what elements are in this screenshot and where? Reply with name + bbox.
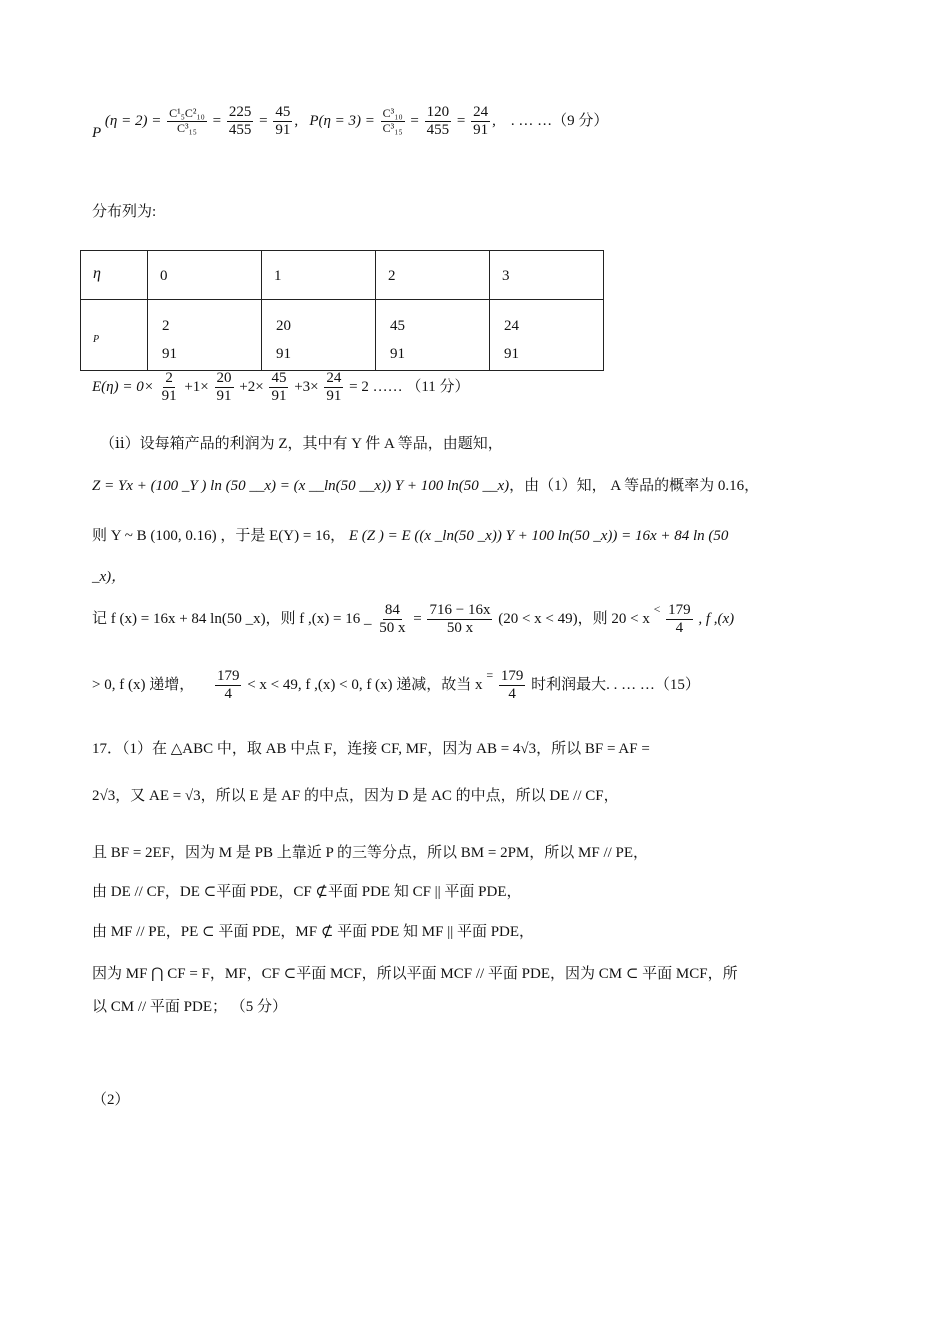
part-ii-intro: （ⅱ）设每箱产品的利润为 Z，其中有 Y 件 A 等品，由题知，: [100, 436, 503, 452]
prob-cell-3: 24 91: [504, 318, 519, 362]
e-frac-4: $\frac{24}{91}$: [326, 370, 342, 405]
mono-frac-1: $\frac{179}{4}$: [216, 668, 240, 703]
eta-value-3: 3: [502, 268, 510, 284]
f-frac-3: $\frac{179}{4}$: [668, 602, 691, 637]
q17-line-6: 因为 MF ⋂ CF = F，MF，CF ⊂平面 MCF，所以平面 MCF // 平面 PDE，因为 CM ⊂ 平面 MCF，所: [92, 966, 738, 982]
e-frac-2: $\frac{20}{91}$: [216, 370, 232, 405]
table-row: [81, 251, 604, 300]
part-2-label: （2）: [92, 1092, 130, 1108]
eq3-lhs: P(η = 3) =: [309, 113, 375, 130]
q17-line-3: 且 BF = 2EF，因为 M 是 PB 上靠近 P 的三等分点，所以 BM = 2PM，所以 MF // PE，: [92, 845, 649, 861]
f-frac-1: $\frac{84}{50 x}$: [379, 602, 406, 637]
eq2-lhs: (η = 2) =: [104, 113, 162, 130]
eq3-frac1: $\frac{120}{455}$: [426, 104, 450, 139]
binomial-cont: _x)，: [92, 569, 127, 585]
f-derivative-line: 记 f (x) = 16x + 84 ln(50 _x)，则 f ,(x) = 16 _ $\frac{84}{50 x}$ = $\frac{716 - 16x}{50 x}$ (20 < x < 49)，则 20 < x < $\frac{179}{4}$ , f ,(x): [92, 602, 735, 637]
expectation-line: E(η) = 0× $\frac{2}{91}$ +1× $\frac{20}{91}$ +2× $\frac{45}{91}$ +3× $\frac{24}{91}$ = 2 …… （11 分）: [92, 370, 470, 405]
eta-value-1: 1: [274, 268, 282, 284]
q17-line-5: 由 MF // PE，PE ⊂ 平面 PDE，MF ⊄ 平面 PDE 知 MF || 平面 PDE，: [92, 924, 535, 940]
eq2-comb-frac: $\frac{\text{C¹₅C²₁₀}}{\text{C³₁₅}}$: [169, 106, 205, 136]
q17-line-1: 17．（1）在 △ABC 中，取 AB 中点 F，连接 CF, MF，因为 AB = 4√3，所以 BF = AF =: [92, 741, 650, 757]
prob-line: P (η = 2) = $\frac{\text{C¹₅C²₁₀}}{\text{C³₁₅}}$ = $\frac{225}{455}$ = $\frac{45}{91}$ , P(η = 3) = $\frac{\text{C³₁₀}}{\text{C³₁₅}}$ = $\frac{120}{455}$ = $\frac{24}{91}$ , . … …（9 分）: [92, 104, 609, 142]
mono-frac-2: $\frac{179}{4}$: [500, 668, 524, 703]
e-frac-3: $\frac{45}{91}$: [271, 370, 287, 405]
p-prefix: P: [92, 125, 102, 142]
dist-intro: 分布列为:: [92, 204, 157, 220]
eq2-frac2: $\frac{45}{91}$: [275, 104, 291, 139]
score-9: . … …（9 分）: [510, 113, 609, 130]
binomial-line: 则 Y ~ B (100, 0.16) ，于是 E(Y) = 16， E (Z ) = E ((x _ln(50 _x)) Y + 100 ln(50 _x)) = 16x + 84 ln (50: [92, 528, 729, 544]
prob-cell-1: 20 91: [276, 318, 291, 362]
prob-cell-0: 2 91: [162, 318, 177, 362]
f-frac-2: $\frac{716 - 16x}{50 x}$: [429, 602, 491, 637]
distribution-table: [80, 250, 604, 371]
table-row: [81, 300, 604, 371]
eq3-frac2: $\frac{24}{91}$: [473, 104, 489, 139]
q17-line-4: 由 DE // CF，DE ⊂平面 PDE，CF ⊄平面 PDE 知 CF || 平面 PDE，: [92, 884, 522, 900]
q17-line-7: 以 CM // 平面 PDE； （5 分）: [92, 999, 288, 1015]
prob-cell-2: 45 91: [390, 318, 405, 362]
eta-header: η: [93, 265, 101, 282]
p-label: P: [93, 334, 100, 345]
q17-line-2: 2√3，又 AE = √3，所以 E 是 AF 的中点，因为 D 是 AC 的中点，所以 DE // CF，: [92, 788, 619, 804]
eta-value-0: 0: [160, 268, 168, 284]
monotonic-line: > 0, f (x) 递增， $\frac{179}{4}$ < x < 49, f ,(x) < 0, f (x) 递减，故当 x = $\frac{179}{4}$ 时利润最大. . … …（15）: [92, 668, 700, 703]
eta-value-2: 2: [388, 268, 396, 284]
eq2-frac1: $\frac{225}{455}$: [228, 104, 252, 139]
z-definition: Z = Yx + (100 _Y ) ln (50 __x) = (x __ln(50 __x)) Y + 100 ln(50 __x)，由（1）知， A 等品的概率为 0.16，: [92, 478, 760, 494]
e-frac-1: $\frac{2}{91}$: [161, 370, 177, 405]
eq3-comb-frac: $\frac{\text{C³₁₀}}{\text{C³₁₅}}$: [382, 106, 403, 136]
